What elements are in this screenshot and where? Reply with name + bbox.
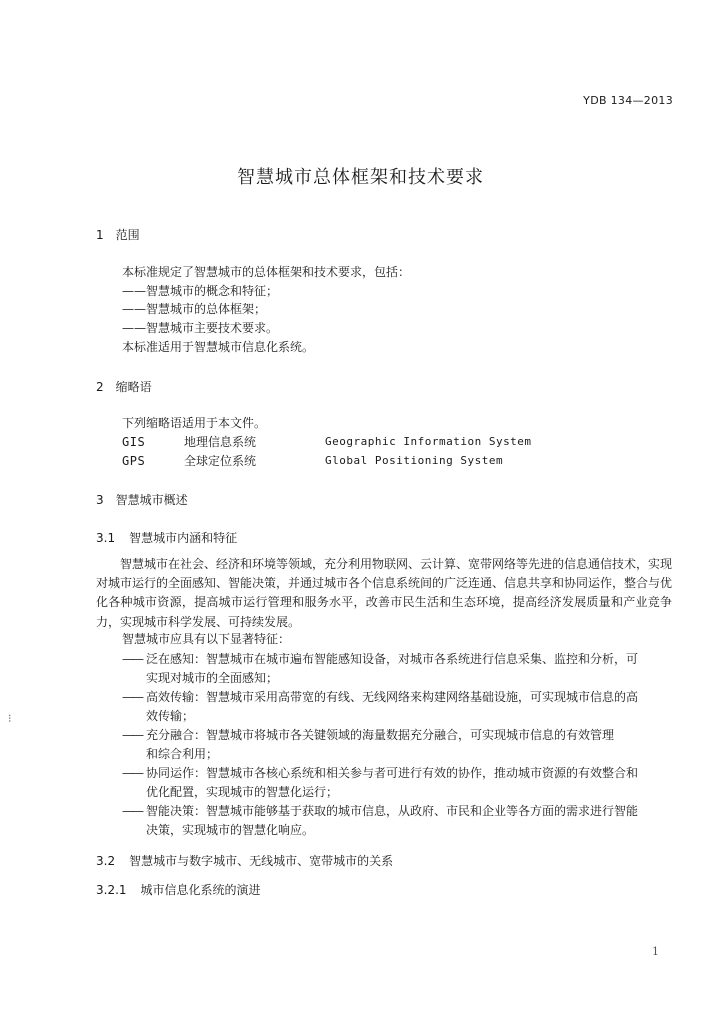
- abbr-chinese: 全球定位系统: [184, 454, 257, 468]
- page-number: 1: [652, 945, 659, 958]
- abbreviations-intro: 下列缩略语适用于本文件。: [122, 416, 267, 430]
- section-number: 3.2: [96, 854, 116, 868]
- scope-item: ——智慧城市的概念和特征；: [122, 284, 279, 298]
- scope-intro: 本标准规定了智慧城市的总体框架和技术要求，包括：: [122, 265, 411, 279]
- feature-text-continued: 和综合利用；: [146, 747, 219, 762]
- section-3-2-1-heading: [96, 881, 261, 898]
- section-1-heading: [96, 226, 140, 243]
- abbr-chinese: 地理信息系统: [184, 435, 257, 449]
- concept-text: 智慧城市在社会、经济和环境等领域，充分利用物联网、云计算、宽带网络等先进的信息通信技术，实现对城市运行的全面感知、智能决策，并通过城市各个信息系统间的广泛连通、信息共享和协同运作，整合与优化各种城市资源，提高城市运行管理和服务水平，改善市民生活和生态环境，提高经济发展质量和产业竞争力，实现城市科学发展、可持续发展。: [96, 557, 673, 629]
- section-number: 3: [96, 493, 104, 507]
- section-title: 智慧城市概述: [115, 493, 188, 507]
- feature-text-continued: 优化配置，实现城市的智慧化运行；: [146, 785, 339, 800]
- abbr-english: Global Positioning System: [325, 454, 504, 467]
- section-title: 智慧城市内涵和特征: [129, 531, 238, 545]
- section-number: 2: [96, 380, 104, 394]
- abbr-english: Geographic Information System: [325, 435, 532, 448]
- section-3-1-heading: [96, 529, 237, 546]
- standard-code: YDB 134—2013: [583, 94, 673, 107]
- dash-bullet: ——: [122, 804, 142, 818]
- feature-text: 泛在感知：智慧城市在城市遍布智能感知设备，对城市各系统进行信息采集、监控和分析，可: [146, 652, 639, 666]
- feature-text: 高效传输：智慧城市采用高带宽的有线、无线网络来构建网络基础设施，可实现城市信息的高: [146, 690, 639, 704]
- section-number: 1: [96, 228, 104, 242]
- section-3-2-heading: [96, 852, 393, 869]
- section-number: 3.2.1: [96, 883, 127, 897]
- scope-applicability: 本标准适用于智慧城市信息化系统。: [122, 340, 315, 354]
- feature-item: [122, 650, 672, 689]
- section-title: 城市信息化系统的演进: [140, 883, 261, 897]
- scope-item: ——智慧城市主要技术要求。: [122, 321, 279, 335]
- abbr-code: GPS: [122, 454, 146, 468]
- section-title: 缩略语: [115, 380, 152, 394]
- feature-item: [122, 688, 672, 727]
- section-number: 3.1: [96, 531, 116, 545]
- section-title: 智慧城市与数字城市、无线城市、宽带城市的关系: [129, 854, 394, 868]
- dash-bullet: ——: [122, 766, 142, 780]
- abbr-code: GIS: [122, 435, 146, 449]
- feature-text-continued: 效传输；: [146, 709, 195, 724]
- feature-item: [122, 764, 672, 803]
- dash-bullet: ——: [122, 728, 142, 742]
- section-3-heading: [96, 491, 188, 508]
- dash-bullet: ——: [122, 652, 142, 666]
- document-title: 智慧城市总体框架和技术要求: [237, 167, 484, 188]
- feature-text: 智能决策：智慧城市能够基于获取的城市信息，从政府、市民和企业等各方面的需求进行智能: [146, 804, 639, 818]
- feature-text: 充分融合：智慧城市将城市各关键领域的海量数据充分融合，可实现城市信息的有效管理: [146, 728, 615, 742]
- feature-item: [122, 802, 672, 841]
- features-intro: 智慧城市应具有以下显著特征：: [122, 632, 291, 646]
- feature-text-continued: 实现对城市的全面感知；: [146, 671, 279, 686]
- concept-paragraph: [96, 555, 672, 632]
- feature-item: [122, 726, 672, 765]
- dash-bullet: ——: [122, 690, 142, 704]
- scan-mark: ⁝: [8, 712, 12, 725]
- scope-item: ——智慧城市的总体框架；: [122, 302, 267, 316]
- section-2-heading: [96, 378, 152, 395]
- section-title: 范围: [115, 228, 140, 242]
- feature-text-continued: 决策，实现城市的智慧化响应。: [146, 823, 315, 838]
- feature-text: 协同运作：智慧城市各核心系统和相关参与者可进行有效的协作，推动城市资源的有效整合和: [146, 766, 639, 780]
